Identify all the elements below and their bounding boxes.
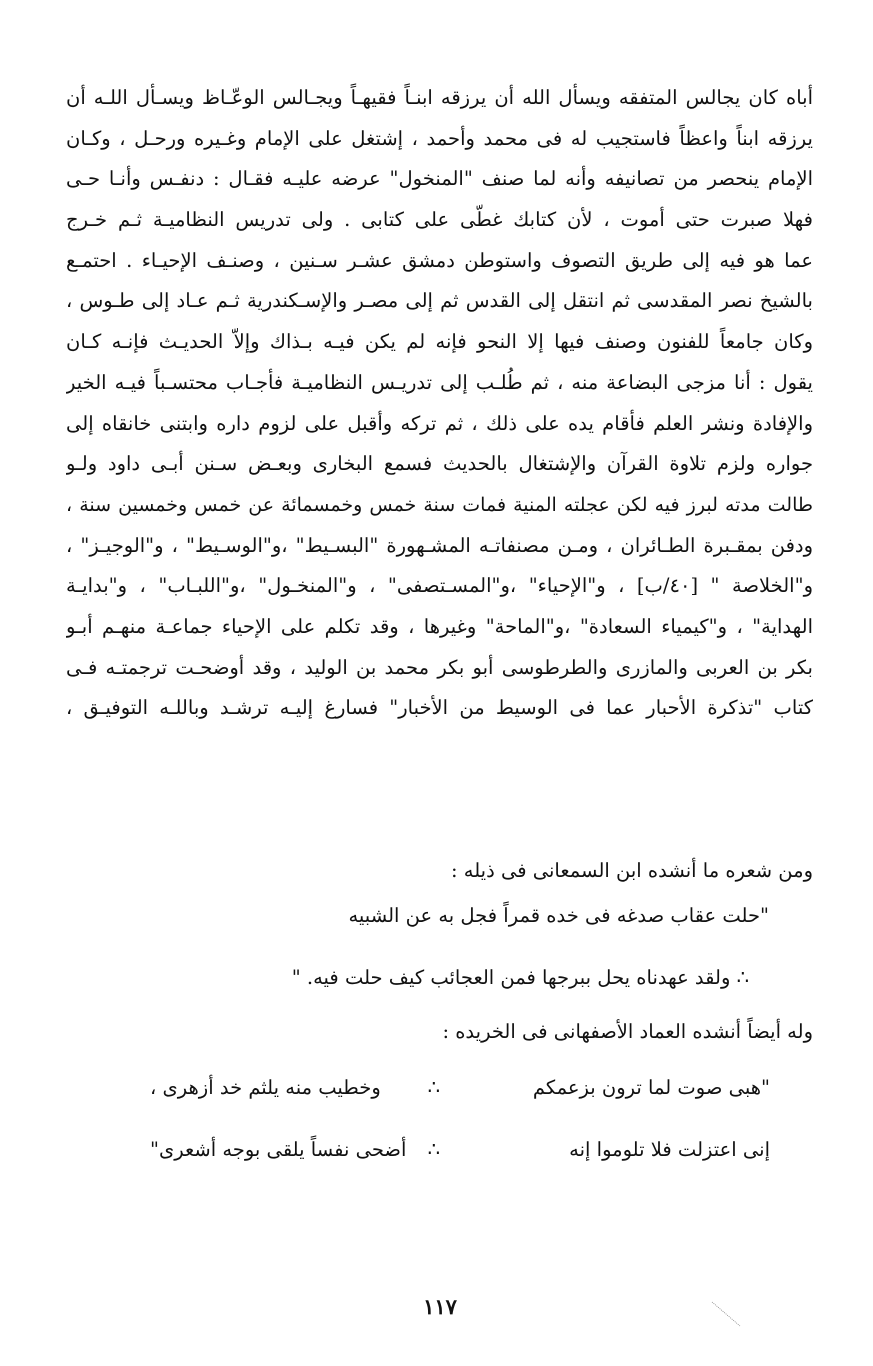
couplet-2-first-hemistich: إنى اعتزلت فلا تلوموا إنه [569, 1138, 770, 1161]
text-line: فهلا صبرت حتى أموت ، لأن كتابك غطّى على كتابى . ولى تدريس النظاميـة ثـم خـرج [66, 208, 813, 232]
khuraida-intro-line: وله أيضاً أنشده العماد الأصفهانى فى الخريده : [442, 1020, 813, 1043]
couplet-1-separator: ∴ [427, 1076, 440, 1099]
text-line: الإمام ينحصر من تصانيفه وأنه لما صنف "المنخول" عرضه عليـه فقـال : دنفـس وأنـا حـى [66, 167, 813, 191]
text-line: جواره ولزم تلاوة القرآن والإشتغال بالحديث فسمع البخارى وبعـض سـنن أبـى داود ولـو [66, 452, 813, 476]
couplet-2-second-hemistich: أضحى نفساً يلقى بوجه أشعرى" [150, 1138, 407, 1161]
text-line: أباه كان يجالس المتفقه ويسأل الله أن يرزقه ابنـاً فقيهـاً ويجـالس الوعّـاظ ويسـأل اللـه أن [66, 86, 813, 109]
text-line: بكر بن العربى والمازرى والطرطوسى أبو بكر محمد بن الوليد ، وقد أوضحـت ترجمتـه فـى [66, 655, 813, 679]
text-line: عما هو فيه إلى طريق التصوف واستوطن دمشق عشـر سـنين ، وصنـف الإحيـاء . احتمـع [66, 248, 813, 272]
text-line: الهداية" ، و"كيمياء السعادة" ،و"الماحة" وغيرها ، وقد تكلم على الإحياء جماعـة منهـم أبـو [66, 614, 813, 638]
verse-intro-line: ومن شعره ما أنشده ابن السمعانى فى ذيله : [450, 859, 813, 882]
couplet-1-second-hemistich: وخطيب منه يلثم خد أزهرى ، [150, 1076, 381, 1099]
verse-line-2: ∴ ولقد عهدناه يحل ببرجها فمن العجائب كيف حلت فيه. " [291, 966, 749, 989]
text-line: والإفادة ونشر العلم فأقام يده على ذلك ، ثم تركه وأقبل على لزوم داره وابتنى خانقاه إلى [66, 411, 813, 435]
text-line: بالشيخ نصر المقدسى ثم انتقل إلى القدس ثم إلى مصـر والإسـكندرية ثـم عـاد إلى طـوس ، [66, 289, 813, 313]
couplet-1 [150, 1068, 770, 1108]
text-line: كتاب "تذكرة الأحبار عما فى الوسيط من الأخبار" فسارغ إليـه ترشـد وباللـه التوفيـق ، [66, 696, 813, 720]
body-paragraph [66, 78, 813, 729]
text-line: يرزقه ابناً واعظاً فاستجيب له فى محمد وأحمد ، إشتغل على الإمام وغـيره ورحـل ، وكـان [66, 126, 813, 150]
text-line: طالت مدته لبرز فيه لكن عجلته المنية فمات سنة خمس وخمسمائة عن خمس وخمسين سنة ، [66, 493, 813, 516]
text-line: يقول : أنا مزجى البضاعة منه ، ثم طُلـب إلى تدريـس النظاميـة فأجـاب محتسـباً فيـه الخير [66, 370, 813, 394]
text-line: وكان جامعاً للفنون وصنف فيها إلا النحو فإنه لم يكن فيـه بـذاك وإلاّ الحديـث فإنـه كـان [66, 330, 813, 354]
couplet-1-first-hemistich: "هبى صوت لما ترون بزعمكم [532, 1076, 770, 1099]
page-number: ١١٧ [423, 1294, 457, 1319]
verse-line-1: "حلت عقاب صدغه فى خده قمراً فجل به عن الشبيه [348, 904, 769, 927]
text-line: ودفن بمقـبرة الطـائران ، ومـن مصنفاتـه المشـهورة "البسـيط" ،و"الوسـيط" ، و"الوجيـز" ، [66, 533, 813, 557]
text-line: و"الخلاصة " [٤٠/ب] ، و"الإحياء" ،و"المسـتصفى" ، و"المنخـول" ،و"اللبـاب" ، و"بدايـة [66, 574, 813, 598]
couplet-2 [150, 1130, 770, 1170]
couplet-2-separator: ∴ [427, 1138, 440, 1161]
scan-artifact-mark [710, 1300, 746, 1330]
